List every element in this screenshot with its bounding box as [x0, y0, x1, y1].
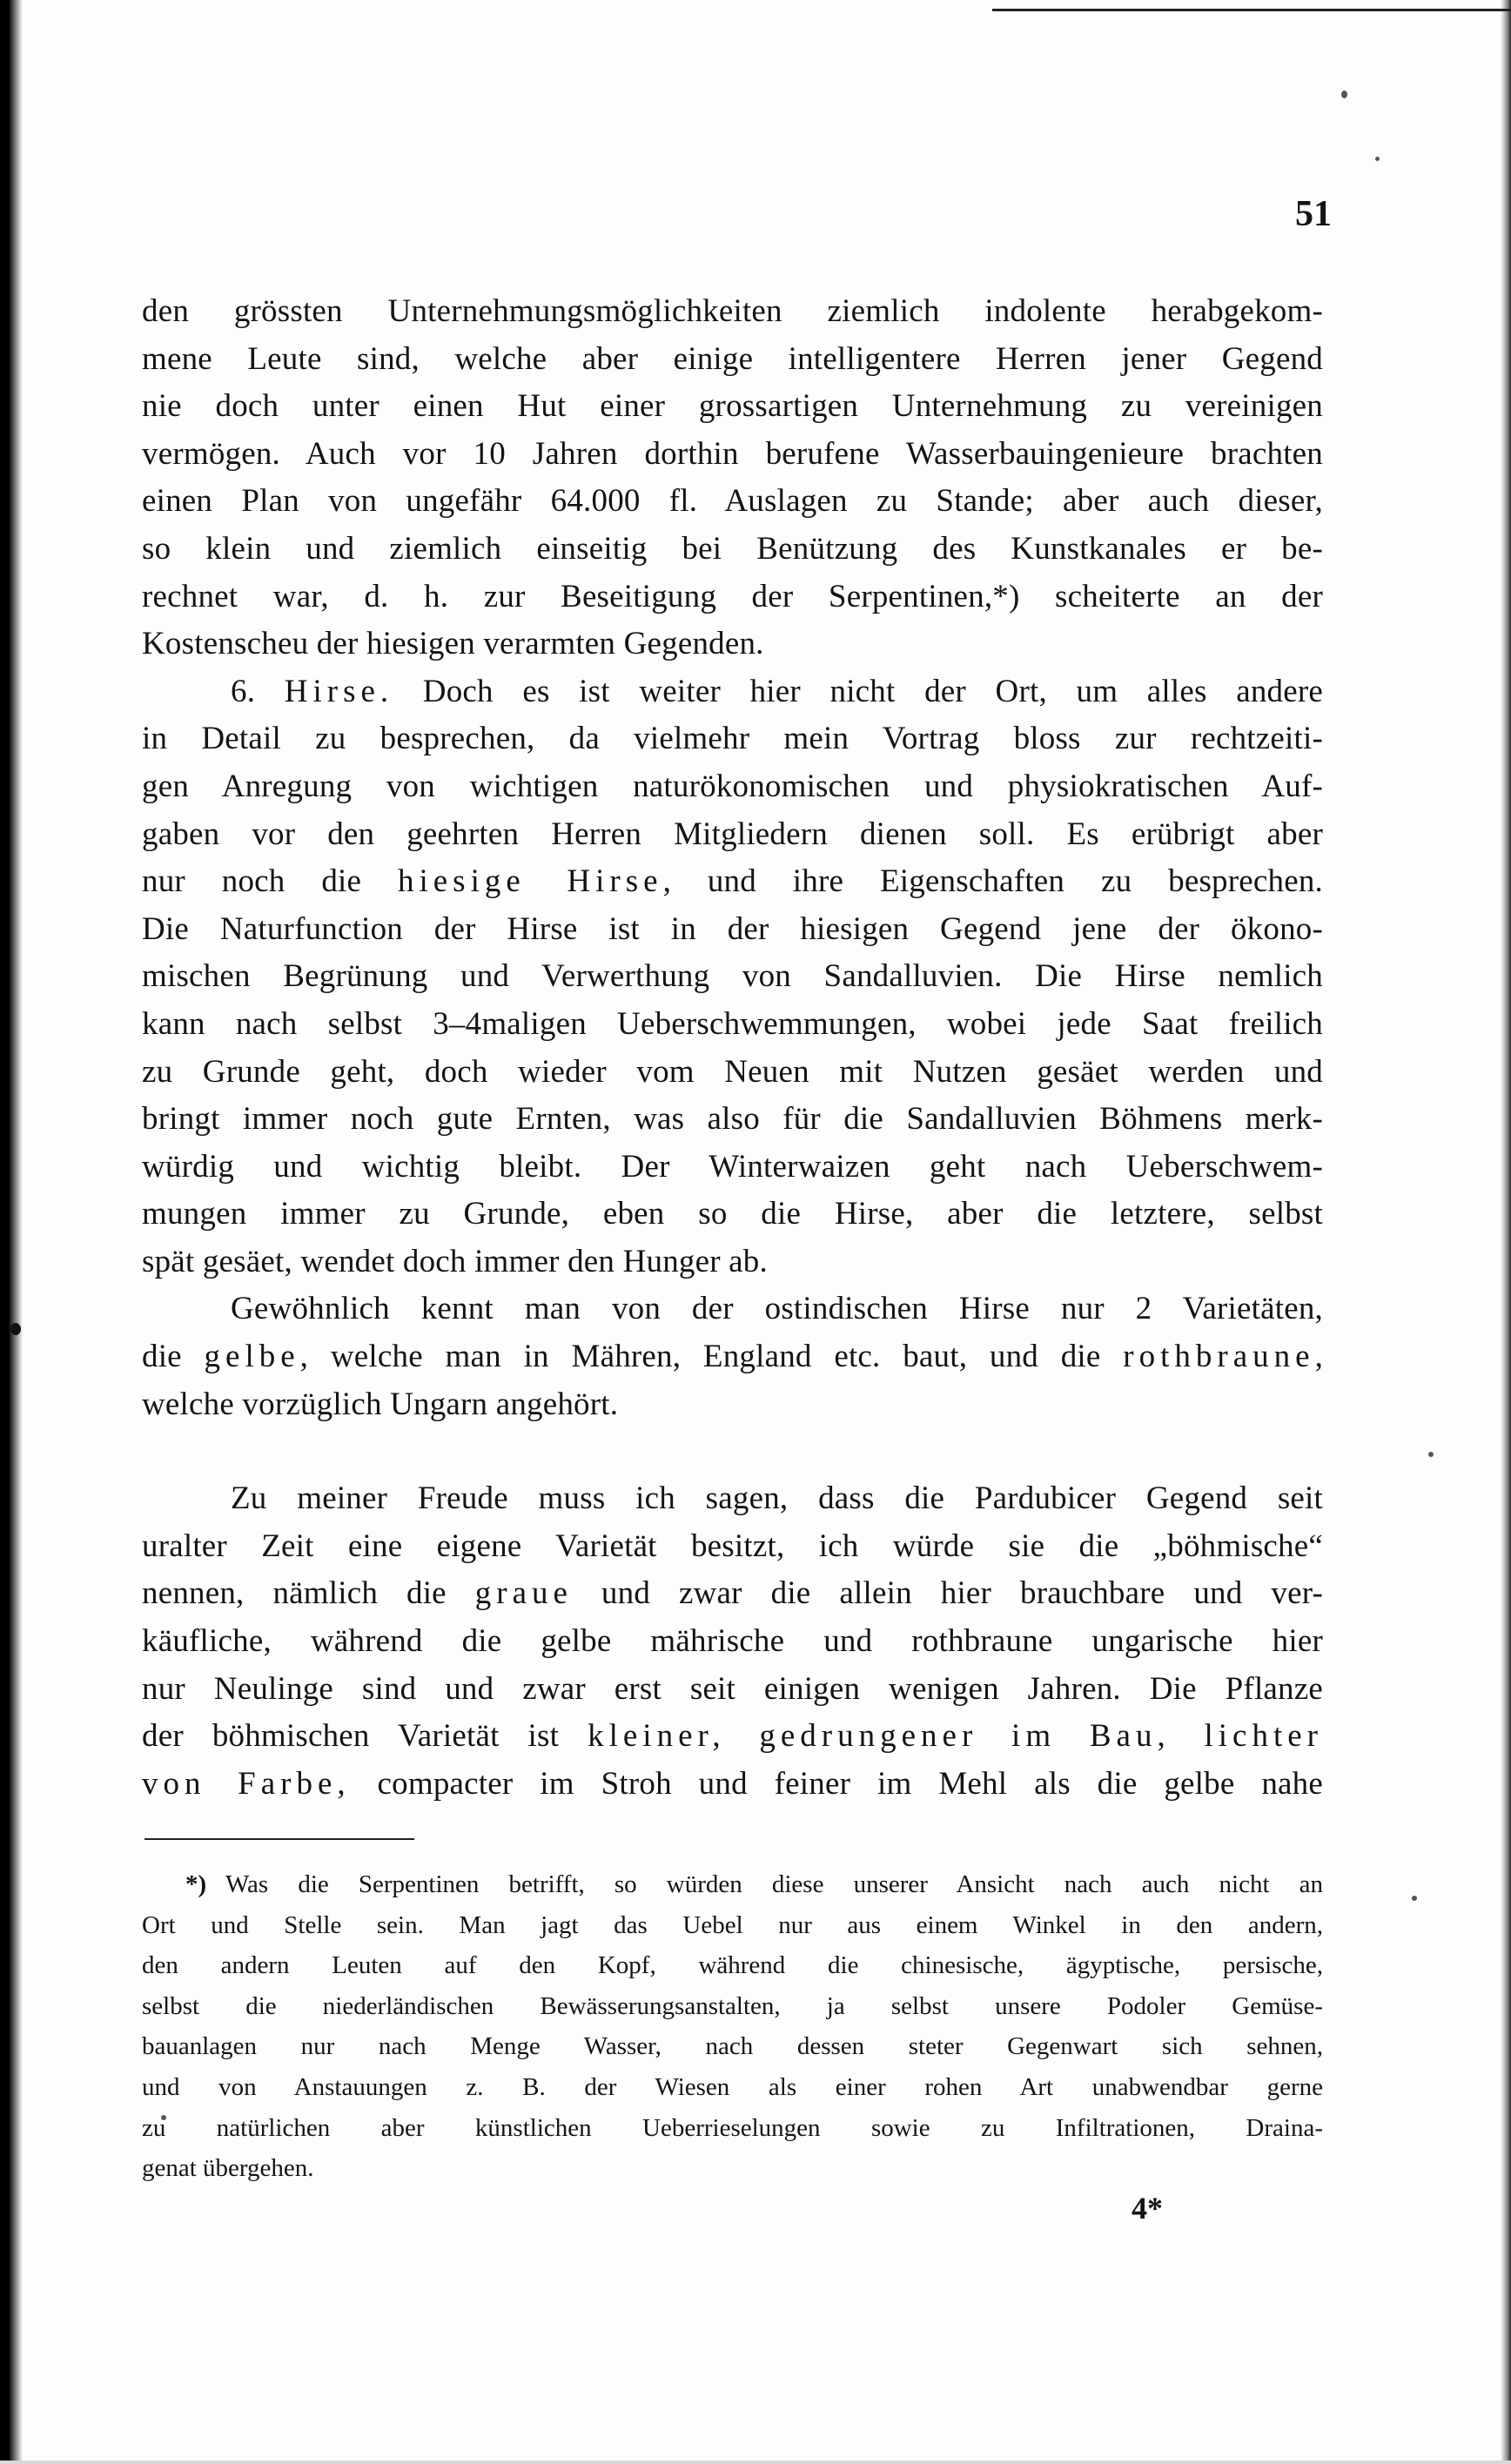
- text-line: [142, 1475, 1323, 1523]
- text-span: der böhmischen Varietät ist: [142, 1718, 560, 1755]
- text-span: und zwar die allein hier brauchbare und ver-: [601, 1575, 1324, 1612]
- section-heading-line: [142, 668, 1323, 716]
- text-span: nennen, nämlich die: [142, 1575, 447, 1612]
- text-line: so klein und ziemlich einseitig bei Benützung des Kunstkanales er be-: [142, 530, 1323, 567]
- scan-speck: [10, 1323, 21, 1335]
- text-span: die: [142, 1339, 182, 1375]
- text-line: gaben vor den geehrten Herren Mitgliedern dienen soll. Es erübrigt aber: [142, 816, 1323, 852]
- footnote-line: selbst die niederländischen Bewässerungsanstalten, ja selbst unsere Podoler Gemüse-: [142, 1991, 1323, 2020]
- text-line: rechnet war, d. h. zur Beseitigung der Serpentinen,*) scheiterte an der: [142, 578, 1323, 614]
- text-line: mene Leute sind, welche aber einige intelligentere Herren jener Gegend: [142, 340, 1323, 377]
- paragraph-gap: [142, 1428, 1323, 1475]
- scan-speck: [1412, 1896, 1417, 1901]
- scan-edge-left: [0, 0, 23, 2464]
- text-line: [142, 1570, 1323, 1618]
- text-line: zu Grunde geht, doch wieder vom Neuen mit Nutzen gesäet werden und: [142, 1053, 1323, 1090]
- text-line: gen Anregung von wichtigen naturökonomischen und physiokratischen Auf-: [142, 768, 1323, 804]
- text-line: den grössten Unternehmungsmöglichkeiten ziemlich indolente herabgekom-: [142, 293, 1323, 329]
- emphasized-text: gelbe: [204, 1339, 300, 1375]
- scan-speck: [1375, 157, 1380, 161]
- scan-edge-top: [992, 9, 1511, 11]
- footnote-line: und von Anstauungen z. B. der Wiesen als einer rohen Art unabwendbar gerne: [142, 2072, 1323, 2101]
- text-line: in Detail zu besprechen, da vielmehr mein Vortrag bloss zur rechtzeiti-: [142, 721, 1323, 757]
- footnote-line: zu natürlichen aber künstlichen Ueberrieselungen sowie zu Infiltrationen, Draina-: [142, 2113, 1323, 2142]
- text-span: Gewöhnlich kennt man von der ostindischen Hirse nur 2 Varietäten,: [231, 1291, 1323, 1327]
- emphasized-text: hiesige Hirse: [397, 863, 663, 900]
- emphasized-text: von Farbe,: [142, 1765, 351, 1802]
- scan-edge-right: [1501, 0, 1511, 2464]
- footnote-mark: *): [185, 1870, 207, 1898]
- footnote-separator: [144, 1838, 414, 1840]
- text-line: [142, 1333, 1323, 1381]
- body-text: [142, 288, 1323, 1808]
- section-title: Hirse.: [284, 673, 394, 709]
- text-line: [142, 1286, 1323, 1333]
- text-span: Doch es ist weiter hier nicht der Ort, um alles andere: [422, 673, 1323, 709]
- footnote: [142, 1864, 1323, 2189]
- text-line: nur Neulinge sind und zwar erst seit einigen wenigen Jahren. Die Pflanze: [142, 1670, 1323, 1707]
- footnote-line: Ort und Stelle sein. Man jagt das Uebel nur aus einem Winkel in den andern,: [142, 1910, 1323, 1939]
- text-line: Die Naturfunction der Hirse ist in der hiesigen Gegend jene der ökono-: [142, 910, 1323, 947]
- text-line: nie doch unter einen Hut einer grossartigen Unternehmung zu vereinigen: [142, 388, 1323, 425]
- text-line: bringt immer noch gute Ernten, was also für die Sandalluvien Böhmens merk-: [142, 1101, 1323, 1138]
- text-line: vermögen. Auch vor 10 Jahren dorthin berufene Wasserbauingenieure brachten: [142, 435, 1323, 472]
- text-line: Kostenscheu der hiesigen verarmten Gegenden.: [142, 626, 764, 662]
- scan-edge-bottom: [0, 2461, 1511, 2464]
- footnote-line: bauanlagen nur nach Menge Wasser, nach dessen steter Gegenwart sich sehnen,: [142, 2032, 1323, 2061]
- text-line: uralter Zeit eine eigene Varietät besitzt, ich würde sie die „böhmische“: [142, 1527, 1323, 1564]
- scan-speck: [1428, 1452, 1434, 1457]
- footnote-line: genat übergehen.: [142, 2154, 314, 2183]
- text-span: , und ihre Eigenschaften zu besprechen.: [662, 863, 1323, 900]
- text-line: welche vorzüglich Ungarn angehört.: [142, 1386, 619, 1422]
- text-line: spät gesäet, wendet doch immer den Hunger ab.: [142, 1243, 768, 1279]
- text-line: einen Plan von ungefähr 64.000 fl. Auslagen zu Stande; aber auch dieser,: [142, 483, 1323, 520]
- text-span: Zu meiner Freude muss ich sagen, dass die Pardubicer Gegend seit: [231, 1480, 1323, 1517]
- emphasized-text: kleiner, gedrungener im Bau, lichter: [588, 1718, 1323, 1755]
- text-span: nur noch die: [142, 863, 362, 900]
- page-number: 51: [1295, 194, 1332, 234]
- emphasized-text: graue: [474, 1575, 573, 1612]
- text-line: [142, 1761, 1323, 1809]
- text-line: käufliche, während die gelbe mährische und rothbraune ungarische hier: [142, 1623, 1323, 1660]
- text-line: mungen immer zu Grunde, eben so die Hirse, aber die letztere, selbst: [142, 1196, 1323, 1232]
- text-line: kann nach selbst 3–4maligen Ueberschwemmungen, wobei jede Saat freilich: [142, 1005, 1323, 1042]
- text-line: würdig und wichtig bleibt. Der Winterwaizen geht nach Ueberschwem-: [142, 1148, 1323, 1185]
- text-line: [142, 858, 1323, 906]
- footnote-line: den andern Leuten auf den Kopf, während die chinesische, ägyptische, persische,: [142, 1951, 1323, 1980]
- scan-speck: [1341, 91, 1347, 98]
- footnote-line: [142, 1864, 1323, 1905]
- text-line: [142, 1713, 1323, 1761]
- text-span: compacter im Stroh und feiner im Mehl als die gelbe nahe: [377, 1765, 1323, 1802]
- section-number: 6.: [231, 673, 256, 709]
- text-span: Was die Serpentinen betrifft, so würden diese unserer Ansicht nach auch nicht an: [225, 1870, 1323, 1898]
- emphasized-text: rothbraune: [1123, 1339, 1315, 1375]
- text-span: ,: [1314, 1339, 1324, 1375]
- text-line: mischen Begrünung und Verwerthung von Sandalluvien. Die Hirse nemlich: [142, 958, 1323, 995]
- signature-mark: 4*: [1132, 2191, 1163, 2226]
- text-span: , welche man in Mähren, England etc. baut, und die: [299, 1339, 1101, 1375]
